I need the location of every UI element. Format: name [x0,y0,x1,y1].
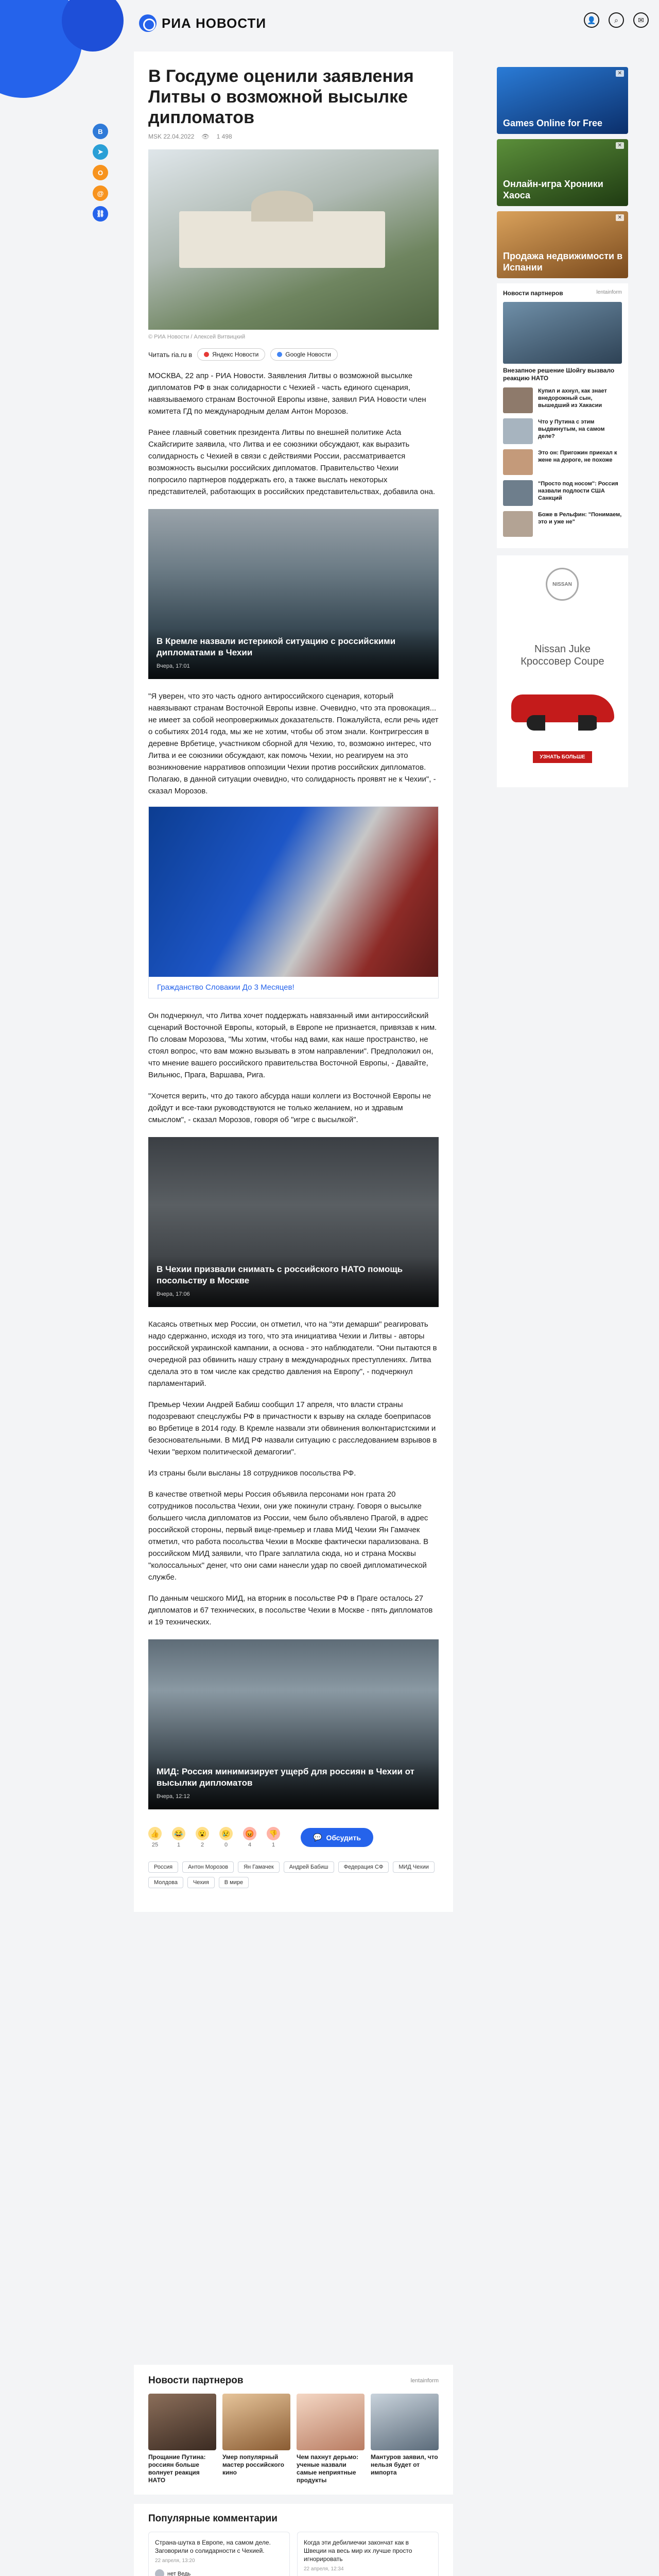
sidebar-partner-feature[interactable] [503,302,622,382]
partner-news [134,2365,453,2495]
sidebar-partner-item[interactable] [503,449,622,475]
partner-card[interactable] [371,2394,439,2484]
laugh-icon: 😂 [172,1827,185,1840]
comments-title: Популярные комментарии [148,2513,278,2524]
article-meta [134,133,453,149]
sidebar-feature-title: Внезапное решение Шойгу вызвало реакцию НАТО [503,367,615,382]
sidebar-partner-item[interactable] [503,387,622,413]
reaction-dislike[interactable] [267,1827,280,1848]
tag[interactable]: Россия [148,1861,178,1873]
related-article-date: Вчера, 17:01 [157,663,190,669]
partner-brand: lentainform [410,2378,439,2384]
article-column [134,52,453,1912]
sidebar-ad-label: Продажа недвижимости в Испании [503,251,623,273]
google-icon [277,352,282,357]
ad-close-icon[interactable]: ✕ [616,214,624,221]
below-article [134,2365,453,2576]
sidebar-partners-title: Новости партнеров [503,290,563,297]
article-paragraph: "Хочется верить, что до такого абсурда наши коллеги из Восточной Европы не дойдут и все-таки руководствуются не только желанием, но и здравым смыслом", - сказал Морозов, говоря об "игре с высылкой". [148,1092,431,1124]
avatar [155,2569,164,2576]
sidebar-ad-label: Онлайн-игра Хроники Хаоса [503,179,603,200]
article-paragraph: Ранее главный советник президента Литвы по внешней политике Асta Скайсгирите заявила, что Литва и ее союзники обсуждают, как выразить солидарность с Чехией в связи с действиями России, рассматривается возможность высылки российских дипломатов. Правительство Чехии попросило партнеров поддержать его, а также выслать некоторых представителей, работающих в российских представительствах, добавила она. [148,428,436,496]
yandex-news-button[interactable] [197,348,265,361]
header-actions [584,12,649,28]
comment-text: Страна-шутка в Европе, на самом деле. Заговорили о солидарности с Чехией. [155,2539,271,2554]
sidebar-item-title: Купил и ахнул, как знает внедорожный сын, вышедший из Хакасии [538,388,607,409]
tag[interactable]: Молдова [148,1877,183,1888]
link-share-icon[interactable]: ⛓ [93,206,108,222]
share-buttons [93,124,108,222]
sidebar-item-title: Что у Путина с этим выдвинутым, на самом деле? [538,419,605,439]
sidebar-item-title: Боже в Рельфин: "Понимаем, это и уже не" [538,512,622,525]
tag[interactable]: Федерация СФ [338,1861,389,1873]
reaction-angry[interactable] [243,1827,256,1848]
partner-news-title: Новости партнеров [148,2375,244,2386]
comment[interactable] [148,2532,290,2576]
article-photo[interactable] [148,149,439,330]
yandex-label: Яндекс Новости [212,351,259,358]
ok-share-icon[interactable]: О [93,165,108,180]
tag[interactable]: Чехия [187,1877,215,1888]
article-paragraph: В качестве ответной меры Россия объявила персонами нон грата 20 сотрудников посольства Чехии, они уже покинули страну. Говоря о высылке большего числа дипломатов из России, чем было объявлено Прагой, в адрес российской стороны, первый вице-премьер и глава МИД Чехии Ян Гамачек отметил, что работа посольства Чехии в Москве фактически парализована. В российском МИД заявили, что Праге заплатила сюда, но и страна Москвы "колоссальных" денег, что они сами нанесли удар по своей дипломатической службе. [148,1490,429,1582]
tag[interactable]: МИД Чехии [393,1861,435,1873]
discuss-button[interactable] [301,1828,373,1847]
telegram-share-icon[interactable]: ➤ [93,144,108,160]
wow-icon: 😮 [196,1827,209,1840]
dislike-icon: 👎 [267,1827,280,1840]
promo-image [149,807,438,977]
sidebar-car-ad[interactable] [497,555,628,787]
read-in-bar [134,344,453,370]
article-paragraph: Он подчеркнул, что Литва хочет поддержать навязанный ими антироссийский сценарий Восточной Европы, который, в Европе не признается, привязав к ним. По словам Морозова, "Мы хотим, чтобы над вами, как наше пространство, не стоял вопрос, что вам можно вызывать в этом направлении". Предположил он, что мнение вашего российского правительства Восточной Европы, - Давайте, Вильнюс, Прага, Варшава, Рига. [148,1011,437,1079]
comment-icon: 💬 [313,1833,322,1841]
article-paragraph: Из страны были высланы 18 сотрудников посольства РФ. [148,1469,356,1478]
eye-icon: 👁 [201,133,210,140]
site-header [0,0,659,46]
comment[interactable] [297,2532,439,2576]
sidebar-partners-brand: lentainform [596,290,622,295]
related-article-card[interactable] [148,1639,439,1809]
related-article-card[interactable] [148,1137,439,1307]
car-model: Nissan Juke Кроссовер Coupe [521,643,604,667]
reaction-count: 25 [151,1842,159,1848]
logo-mark [139,14,157,32]
reaction-sad[interactable] [219,1827,233,1848]
reaction-count: 4 [248,1842,252,1848]
tag[interactable]: Андрей Бабиш [284,1861,334,1873]
article-paragraph: МОСКВА, 22 апр - РИА Новости. Заявления Литвы о возможной высылке дипломатов РФ в знак солидарности с Чехией - часть единого сценария, навязываемого странам Восточной Европы извне, заявил РИА Новости член комитета ГД по международным делам Антон Морозов. [148,371,426,416]
comment-user: нет Ведь [167,2571,191,2576]
tag[interactable]: В мире [219,1877,249,1888]
user-icon[interactable]: 👤 [584,12,599,28]
sidebar-item-title: "Просто под носом": Россия назвали подлости США Санкций [538,481,618,501]
reaction-count: 1 [271,1842,275,1848]
article-title: В Госдуме оценили заявления Литвы о возможной высылке дипломатов [148,66,414,127]
chat-icon[interactable]: ✉ [633,12,649,28]
google-label: Google Новости [285,351,331,358]
article-paragraph: Премьер Чехии Андрей Бабиш сообщил 17 апреля, что власти страны подозревают спецслужбы РФ в причастности к взрыву на складе боеприпасов во Врбетице в 2014 году. В Кремле назвали эти обвинения волюнтаристскими и безосновательными. В МИД РФ назвали ситуацию с расследованием взрывов в Чехии "верхом политической демагогии". [148,1400,437,1456]
reactions-bar [134,1821,453,1861]
article-paragraph: "Я уверен, что это часть одного антироссийского сценария, который навязывают странам Восточной Европы извне. Очевидно, что эта провокация... не имеет за собой неопровержимых доказательств. Пожалуйста, если речь идет о событиях 2014 года, мы же не хотим, чтобы об этом знали. Контригрессия в деревне Врбетице, участником сборной для Чехию, то, возможно интерес, что Литва и ее союзники обсуждают, как помочь Чехии, но реагируем на это возникновение нарративов оппозиции Чехии против российских дипломатов. Полагаю, в данной ситуации очевидно, что солидарность проявят не к Чехии", - сказал Морозов. [148,692,439,795]
comment-text: Когда эти дебилиечки закончат как в Швеции на весь мир их лучше просто игнорировать [304,2539,412,2563]
car-ad-cta-button[interactable]: УЗНАТЬ БОЛЬШЕ [533,751,592,763]
partner-card-title: Чем пахнут дерьмо: ученые назвали самые неприятные продукты [297,2453,359,2484]
reaction-wow[interactable] [196,1827,209,1848]
partner-card-title: Мантуров заявил, что нельзя будет от импорта [371,2453,438,2476]
article-paragraph: По данным чешского МИД, на вторник в посольстве РФ в Праге осталось 27 дипломатов и 67 технических, в посольстве Чехии в Москве - пять дипломатов и 19 технических. [148,1594,433,1626]
article-paragraph: Касаясь ответных мер России, он отметил, что на "эти демарши" реагировать надо сдержанно, исходя из того, что эта инициатива Чехии и Литвы - авторы российской украинской кампании, а основа - это наблюдатели. "Они пытаются в очередной раз обвинить нашу страну в международных преступлениях. Литва сделала это в том числе как средство давления на Европу", - подчеркнул парламентарий. [148,1320,437,1388]
ad-close-icon[interactable]: ✕ [616,142,624,149]
tag[interactable]: Ян Гамачек [238,1861,280,1873]
read-in-label: Читать ria.ru в [148,350,193,359]
site-logo[interactable] [139,14,266,32]
related-article-date: Вчера, 12:12 [157,1793,190,1800]
partner-card[interactable] [297,2394,365,2484]
sidebar-item-title: Это он: Пригожин приехал к жене на дороге, не похоже [538,450,617,463]
sidebar [497,67,628,787]
mail-share-icon[interactable]: @ [93,185,108,201]
reaction-like[interactable] [148,1827,162,1848]
promo-link[interactable]: Гражданство Словакии До 3 Месяцев! [157,983,294,992]
sidebar-partner-item[interactable] [503,511,622,537]
sidebar-partner-item[interactable] [503,418,622,444]
popular-comments [134,2504,453,2576]
article-views: 1 498 [216,133,232,140]
sidebar-partner-item[interactable] [503,480,622,506]
vk-share-icon[interactable]: В [93,124,108,139]
related-article-card[interactable] [148,509,439,679]
angry-icon: 😡 [243,1827,256,1840]
sidebar-ad[interactable] [497,211,628,278]
sidebar-ad[interactable] [497,139,628,206]
partner-card[interactable] [222,2394,290,2484]
related-article-title: МИД: Россия минимизирует ущерб для россиян в Чехии от высылки дипломатов [157,1767,414,1788]
discuss-label: Обсудить [326,1833,361,1842]
logo-text: РИА НОВОСТИ [162,15,267,31]
photo-caption: © РИА Новости / Алексей Витвицкий [148,334,246,340]
sidebar-ad-label: Games Online for Free [503,118,603,128]
tag[interactable]: Антон Морозов [182,1861,234,1873]
car-image [506,684,619,731]
partner-card[interactable] [148,2394,216,2484]
yandex-icon [204,352,209,357]
related-article-title: В Чехии призвали снимать с российского НАТО помощь посольству в Москве [157,1264,403,1285]
partner-card-title: Умер популярный мастер российского кино [222,2453,284,2476]
reaction-count: 1 [177,1842,181,1848]
google-news-button[interactable] [270,348,337,361]
reaction-count: 2 [200,1842,204,1848]
sad-icon: 😢 [219,1827,233,1840]
search-icon[interactable]: ⌕ [609,12,624,28]
comment-date: 22 апреля, 13:20 [155,2558,195,2564]
article-date: MSK 22.04.2022 [148,133,195,140]
sidebar-ad[interactable] [497,67,628,134]
nissan-logo: NISSAN [546,568,579,601]
like-icon: 👍 [148,1827,162,1840]
partner-card-title: Прощание Путина: россиян больше волнует реакция НАТО [148,2453,206,2484]
sidebar-partners [497,283,628,548]
article-tags [134,1861,453,1896]
reaction-laugh[interactable] [172,1827,185,1848]
reaction-count: 0 [224,1842,228,1848]
related-article-title: В Кремле назвали истерикой ситуацию с российскими дипломатами в Чехии [157,636,396,657]
comment-date: 22 апреля, 12:34 [304,2566,344,2572]
ad-close-icon[interactable]: ✕ [616,70,624,77]
related-article-date: Вчера, 17:06 [157,1291,190,1297]
promo-card[interactable] [148,806,439,998]
